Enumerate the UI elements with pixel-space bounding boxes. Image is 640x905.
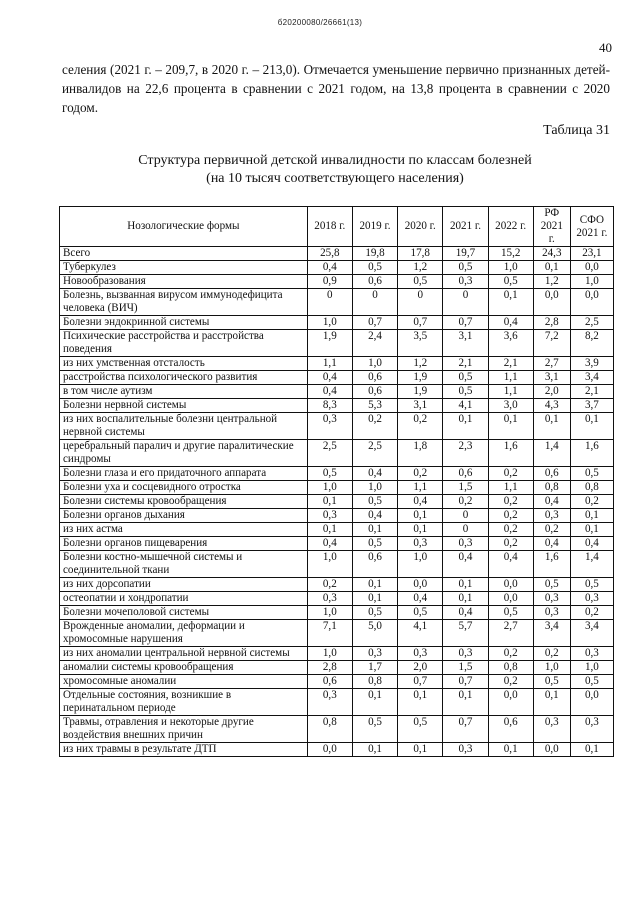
value-cell: 2,7: [488, 620, 533, 647]
value-cell: 0,4: [443, 551, 488, 578]
value-cell: 0,4: [307, 385, 352, 399]
value-cell: 0,1: [307, 523, 352, 537]
value-cell: 0,0: [533, 743, 570, 757]
value-cell: 2,5: [352, 440, 397, 467]
value-cell: 0,4: [352, 509, 397, 523]
table-header-row: [60, 207, 614, 247]
value-cell: 0,6: [443, 467, 488, 481]
value-cell: 3,1: [398, 399, 443, 413]
value-cell: 0,8: [570, 481, 613, 495]
value-cell: 0: [443, 523, 488, 537]
value-cell: 0,1: [533, 413, 570, 440]
value-cell: 0,5: [570, 675, 613, 689]
value-cell: 0,5: [570, 578, 613, 592]
value-cell: 3,5: [398, 330, 443, 357]
value-cell: 0,3: [307, 689, 352, 716]
value-cell: 2,8: [533, 316, 570, 330]
value-cell: 1,9: [398, 371, 443, 385]
value-cell: 1,7: [352, 661, 397, 675]
value-cell: 3,7: [570, 399, 613, 413]
table-row: [60, 716, 614, 743]
value-cell: 1,0: [307, 606, 352, 620]
value-cell: 1,1: [488, 371, 533, 385]
value-cell: 3,1: [443, 330, 488, 357]
value-cell: 0,1: [352, 592, 397, 606]
value-cell: 0,7: [352, 316, 397, 330]
value-cell: 1,0: [570, 275, 613, 289]
table-row: [60, 592, 614, 606]
header-cell: 2018 г.: [307, 207, 352, 247]
value-cell: 0,1: [398, 743, 443, 757]
row-label: аномалии системы кровообращения: [60, 661, 308, 675]
value-cell: 2,1: [570, 385, 613, 399]
row-label: Болезни глаза и его придаточного аппарата: [60, 467, 308, 481]
document-id: б20200080/26661(13): [277, 18, 363, 27]
value-cell: 0,4: [570, 537, 613, 551]
value-cell: 0,5: [352, 537, 397, 551]
table-row: [60, 413, 614, 440]
table-row: [60, 578, 614, 592]
value-cell: 0,3: [307, 592, 352, 606]
value-cell: 1,4: [570, 551, 613, 578]
value-cell: 0,8: [533, 481, 570, 495]
value-cell: 1,0: [398, 551, 443, 578]
header-cell: РФ 2021 г.: [533, 207, 570, 247]
value-cell: 0,2: [443, 495, 488, 509]
value-cell: 0,5: [443, 371, 488, 385]
value-cell: 1,9: [398, 385, 443, 399]
value-cell: 4,1: [443, 399, 488, 413]
table-row: [60, 689, 614, 716]
value-cell: 1,0: [307, 647, 352, 661]
value-cell: 3,4: [533, 620, 570, 647]
header-cell: 2019 г.: [352, 207, 397, 247]
value-cell: 0,1: [570, 509, 613, 523]
value-cell: 0,6: [352, 371, 397, 385]
value-cell: 3,9: [570, 357, 613, 371]
value-cell: 0: [352, 289, 397, 316]
value-cell: 25,8: [307, 247, 352, 261]
row-label: Болезни костно-мышечной системы и соединительной ткани: [60, 551, 308, 578]
value-cell: 19,8: [352, 247, 397, 261]
disability-structure-table: [59, 206, 614, 757]
value-cell: 2,7: [533, 357, 570, 371]
value-cell: 0,5: [443, 261, 488, 275]
value-cell: 0,5: [488, 275, 533, 289]
row-label: расстройства психологического развития: [60, 371, 308, 385]
value-cell: 3,6: [488, 330, 533, 357]
value-cell: 0: [398, 289, 443, 316]
value-cell: 3,4: [570, 620, 613, 647]
header-cell: 2022 г.: [488, 207, 533, 247]
value-cell: 0,1: [352, 578, 397, 592]
header-cell: СФО 2021 г.: [570, 207, 613, 247]
table-row: [60, 261, 614, 275]
value-cell: 0: [443, 509, 488, 523]
value-cell: 2,0: [398, 661, 443, 675]
value-cell: 0,0: [570, 261, 613, 275]
value-cell: 1,8: [398, 440, 443, 467]
header-cell: Нозологические формы: [60, 207, 308, 247]
value-cell: 1,0: [307, 481, 352, 495]
table-row: [60, 247, 614, 261]
value-cell: 0,0: [570, 289, 613, 316]
value-cell: 1,0: [307, 316, 352, 330]
table-row: [60, 551, 614, 578]
value-cell: 0,1: [352, 689, 397, 716]
value-cell: 7,1: [307, 620, 352, 647]
row-label: Психические расстройства и расстройства поведения: [60, 330, 308, 357]
value-cell: 0,3: [443, 647, 488, 661]
row-label: Болезни органов дыхания: [60, 509, 308, 523]
value-cell: 0,8: [352, 675, 397, 689]
value-cell: 4,3: [533, 399, 570, 413]
value-cell: 0,0: [570, 689, 613, 716]
value-cell: 0,5: [533, 578, 570, 592]
value-cell: 0,3: [443, 275, 488, 289]
table-row: [60, 399, 614, 413]
table-body: [60, 247, 614, 757]
value-cell: 3,1: [533, 371, 570, 385]
value-cell: 8,2: [570, 330, 613, 357]
value-cell: 0,4: [352, 467, 397, 481]
value-cell: 0,1: [443, 592, 488, 606]
header-cell: 2021 г.: [443, 207, 488, 247]
value-cell: 0,3: [533, 716, 570, 743]
value-cell: 1,9: [307, 330, 352, 357]
value-cell: 0,5: [352, 716, 397, 743]
row-label: церебральный паралич и другие паралитические синдромы: [60, 440, 308, 467]
value-cell: 1,4: [533, 440, 570, 467]
value-cell: 0,5: [570, 467, 613, 481]
value-cell: 0,6: [533, 467, 570, 481]
value-cell: 0,2: [533, 647, 570, 661]
value-cell: 2,8: [307, 661, 352, 675]
value-cell: 1,2: [398, 261, 443, 275]
table-row: [60, 357, 614, 371]
value-cell: 5,3: [352, 399, 397, 413]
value-cell: 0,1: [488, 413, 533, 440]
value-cell: 0,1: [398, 523, 443, 537]
value-cell: 0,4: [398, 592, 443, 606]
table-title-line-1: Структура первичной детской инвалидности по классам болезней: [138, 153, 532, 168]
table-row: [60, 537, 614, 551]
value-cell: 0,7: [443, 316, 488, 330]
value-cell: 0,3: [533, 606, 570, 620]
value-cell: 2,5: [570, 316, 613, 330]
table-row: [60, 647, 614, 661]
value-cell: 1,6: [533, 551, 570, 578]
value-cell: 0,2: [488, 537, 533, 551]
row-label: Болезни мочеполовой системы: [60, 606, 308, 620]
value-cell: 3,4: [570, 371, 613, 385]
value-cell: 0,3: [443, 743, 488, 757]
value-cell: 1,5: [443, 481, 488, 495]
value-cell: 0,1: [398, 689, 443, 716]
value-cell: 0,1: [533, 261, 570, 275]
value-cell: 1,0: [352, 357, 397, 371]
value-cell: 0: [443, 289, 488, 316]
value-cell: 0,4: [307, 261, 352, 275]
value-cell: 0,1: [443, 413, 488, 440]
row-label: Болезнь, вызванная вирусом иммунодефицита человека (ВИЧ): [60, 289, 308, 316]
value-cell: 0,1: [398, 509, 443, 523]
value-cell: 0,2: [488, 647, 533, 661]
row-label: из них травмы в результате ДТП: [60, 743, 308, 757]
table-row: [60, 509, 614, 523]
table-label: Таблица 31: [543, 123, 610, 138]
value-cell: 0,1: [488, 743, 533, 757]
value-cell: 0,3: [307, 413, 352, 440]
value-cell: 0,7: [398, 316, 443, 330]
table-row: [60, 606, 614, 620]
value-cell: 2,0: [533, 385, 570, 399]
row-label: Болезни нервной системы: [60, 399, 308, 413]
value-cell: 1,1: [488, 481, 533, 495]
value-cell: 0,3: [533, 592, 570, 606]
value-cell: 0,4: [533, 495, 570, 509]
value-cell: 0,3: [570, 592, 613, 606]
value-cell: 0,3: [398, 647, 443, 661]
row-label: Отдельные состояния, возникшие в перинатальном периоде: [60, 689, 308, 716]
value-cell: 0,5: [488, 606, 533, 620]
value-cell: 0,4: [488, 551, 533, 578]
value-cell: 0,0: [398, 578, 443, 592]
value-cell: 1,6: [570, 440, 613, 467]
value-cell: 0,1: [488, 289, 533, 316]
value-cell: 5,0: [352, 620, 397, 647]
row-label: из них воспалительные болезни центральной нервной системы: [60, 413, 308, 440]
table-row: [60, 620, 614, 647]
value-cell: 8,3: [307, 399, 352, 413]
row-label: Болезни системы кровообращения: [60, 495, 308, 509]
value-cell: 0,2: [307, 578, 352, 592]
value-cell: 0,3: [443, 537, 488, 551]
value-cell: 0,5: [533, 675, 570, 689]
value-cell: 0,5: [352, 495, 397, 509]
value-cell: 0: [307, 289, 352, 316]
row-label: из них астма: [60, 523, 308, 537]
value-cell: 0,2: [352, 413, 397, 440]
value-cell: 0,5: [398, 275, 443, 289]
value-cell: 0,7: [443, 675, 488, 689]
value-cell: 0,4: [443, 606, 488, 620]
value-cell: 0,5: [352, 606, 397, 620]
row-label: из них аномалии центральной нервной системы: [60, 647, 308, 661]
value-cell: 23,1: [570, 247, 613, 261]
value-cell: 0,5: [398, 606, 443, 620]
value-cell: 0,5: [307, 467, 352, 481]
value-cell: 0,2: [488, 467, 533, 481]
value-cell: 0,1: [352, 743, 397, 757]
table-row: [60, 330, 614, 357]
value-cell: 24,3: [533, 247, 570, 261]
table-row: [60, 371, 614, 385]
table-row: [60, 385, 614, 399]
value-cell: 1,5: [443, 661, 488, 675]
table-row: [60, 495, 614, 509]
table-title-line-2: (на 10 тысяч соответствующего населения): [206, 171, 464, 186]
value-cell: 0,2: [533, 523, 570, 537]
value-cell: 7,2: [533, 330, 570, 357]
value-cell: 0,8: [488, 661, 533, 675]
value-cell: 1,1: [398, 481, 443, 495]
value-cell: 0,0: [488, 592, 533, 606]
value-cell: 0,4: [307, 371, 352, 385]
value-cell: 0,1: [443, 689, 488, 716]
value-cell: 1,0: [307, 551, 352, 578]
value-cell: 0,1: [443, 578, 488, 592]
row-label: Травмы, отравления и некоторые другие воздействия внешних причин: [60, 716, 308, 743]
value-cell: 2,1: [488, 357, 533, 371]
value-cell: 1,0: [352, 481, 397, 495]
value-cell: 17,8: [398, 247, 443, 261]
value-cell: 0,1: [570, 413, 613, 440]
value-cell: 0,3: [570, 647, 613, 661]
header-cell: 2020 г.: [398, 207, 443, 247]
value-cell: 0,6: [488, 716, 533, 743]
table-row: [60, 743, 614, 757]
value-cell: 2,3: [443, 440, 488, 467]
value-cell: 1,0: [488, 261, 533, 275]
value-cell: 1,2: [533, 275, 570, 289]
table-row: [60, 467, 614, 481]
value-cell: 0,1: [307, 495, 352, 509]
value-cell: 0,2: [488, 675, 533, 689]
table-row: [60, 275, 614, 289]
value-cell: 0,9: [307, 275, 352, 289]
value-cell: 0,3: [533, 509, 570, 523]
value-cell: 2,1: [443, 357, 488, 371]
value-cell: 1,1: [307, 357, 352, 371]
value-cell: 0,2: [488, 523, 533, 537]
row-label: в том числе аутизм: [60, 385, 308, 399]
value-cell: 0,3: [398, 537, 443, 551]
table-row: [60, 440, 614, 467]
row-label: из них умственная отсталость: [60, 357, 308, 371]
value-cell: 0,6: [352, 275, 397, 289]
value-cell: 0,1: [533, 689, 570, 716]
value-cell: 0,0: [488, 578, 533, 592]
value-cell: 0,7: [443, 716, 488, 743]
value-cell: 0,4: [488, 316, 533, 330]
value-cell: 0,0: [488, 689, 533, 716]
value-cell: 0,4: [398, 495, 443, 509]
table-row: [60, 289, 614, 316]
table-title: [60, 152, 610, 188]
value-cell: 0,1: [570, 743, 613, 757]
row-label: Врожденные аномалии, деформации и хромосомные нарушения: [60, 620, 308, 647]
table-row: [60, 316, 614, 330]
value-cell: 0,2: [570, 495, 613, 509]
row-label: Болезни уха и сосцевидного отростка: [60, 481, 308, 495]
value-cell: 19,7: [443, 247, 488, 261]
table-row: [60, 481, 614, 495]
value-cell: 1,0: [570, 661, 613, 675]
value-cell: 0,6: [352, 551, 397, 578]
value-cell: 0,8: [307, 716, 352, 743]
table-row: [60, 661, 614, 675]
page-number: 40: [599, 40, 612, 55]
value-cell: 0,3: [352, 647, 397, 661]
value-cell: 0,2: [488, 509, 533, 523]
row-label: остеопатии и хондропатии: [60, 592, 308, 606]
row-label: Туберкулез: [60, 261, 308, 275]
value-cell: 0,4: [307, 537, 352, 551]
value-cell: 0,3: [570, 716, 613, 743]
body-paragraph: селения (2021 г. – 209,7, в 2020 г. – 213,0). Отмечается уменьшение первично признанных детей-инвалидов на 22,6 процента в сравнении с 2021 годом, на 13,8 процента в сравнении с 2020 годом.: [62, 62, 610, 115]
value-cell: 0,2: [570, 606, 613, 620]
table-row: [60, 523, 614, 537]
row-label: Болезни органов пищеварения: [60, 537, 308, 551]
value-cell: 1,0: [533, 661, 570, 675]
row-label: Новообразования: [60, 275, 308, 289]
value-cell: 0,2: [488, 495, 533, 509]
table-row: [60, 675, 614, 689]
value-cell: 2,4: [352, 330, 397, 357]
value-cell: 0,5: [443, 385, 488, 399]
value-cell: 3,0: [488, 399, 533, 413]
value-cell: 0,5: [352, 261, 397, 275]
row-label: Всего: [60, 247, 308, 261]
value-cell: 0,1: [570, 523, 613, 537]
value-cell: 0,4: [533, 537, 570, 551]
value-cell: 1,6: [488, 440, 533, 467]
value-cell: 0,2: [398, 413, 443, 440]
value-cell: 0,5: [398, 716, 443, 743]
row-label: из них дорсопатии: [60, 578, 308, 592]
value-cell: 0,0: [533, 289, 570, 316]
value-cell: 0,6: [352, 385, 397, 399]
value-cell: 4,1: [398, 620, 443, 647]
value-cell: 0,0: [307, 743, 352, 757]
value-cell: 0,6: [307, 675, 352, 689]
value-cell: 2,5: [307, 440, 352, 467]
value-cell: 1,1: [488, 385, 533, 399]
value-cell: 0,7: [398, 675, 443, 689]
value-cell: 0,3: [307, 509, 352, 523]
value-cell: 0,1: [352, 523, 397, 537]
value-cell: 0,2: [398, 467, 443, 481]
value-cell: 1,2: [398, 357, 443, 371]
row-label: хромосомные аномалии: [60, 675, 308, 689]
value-cell: 5,7: [443, 620, 488, 647]
row-label: Болезни эндокринной системы: [60, 316, 308, 330]
value-cell: 15,2: [488, 247, 533, 261]
